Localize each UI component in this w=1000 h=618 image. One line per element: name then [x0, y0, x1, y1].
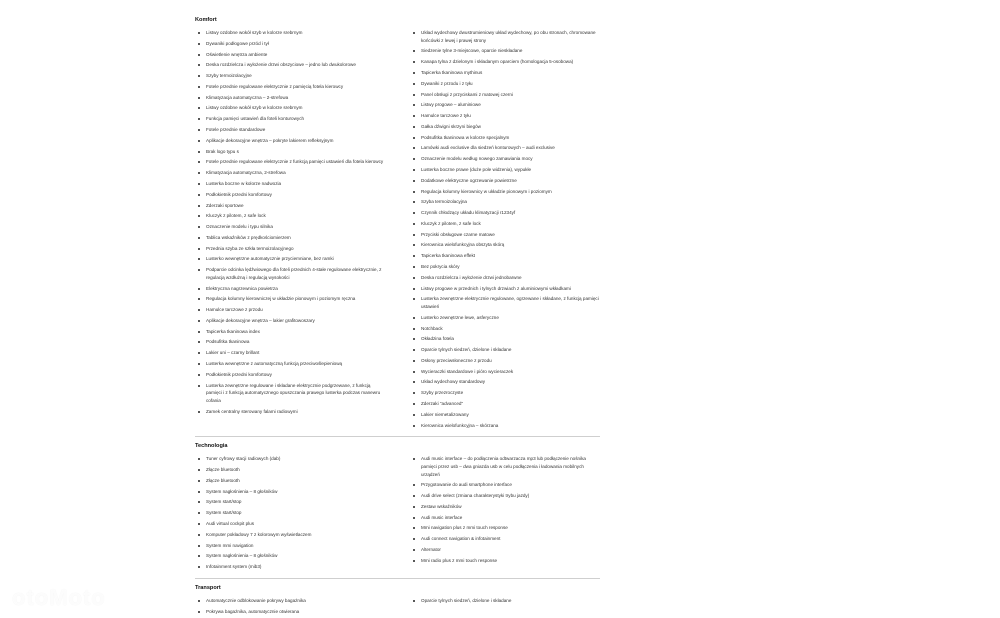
feature-item: Funkcja pamięci ustawień dla foteli konturowych — [195, 115, 385, 123]
feature-item: Elektryczna nagrzewnica powietrza — [195, 285, 385, 293]
feature-item: Zestaw wskaźników — [410, 503, 600, 511]
feature-item: Dodatkowe elektryczne ogrzewanie powietrzne — [410, 177, 600, 185]
feature-item: Lakier niemetalizowany — [410, 411, 600, 419]
feature-item: Lusterko zewnętrzne lewe, asferyczne — [410, 314, 600, 322]
feature-item: Szyba termoizolacyjna — [410, 198, 600, 206]
feature-item: Złącze bluetooth — [195, 477, 385, 485]
feature-item: Audi music interface – do podłączenia odtwarzacza mp3 lub podłączenie nośnika pamięci przez usb – dwa gniazda usb w celu podłączenia i ładowania mobilnych urządzeń — [410, 455, 600, 478]
feature-item: Złącze bluetooth — [195, 466, 385, 474]
feature-item: Audi drive select (zmiana charakterystyki trybu jazdy) — [410, 492, 600, 500]
feature-item: Lusterka boczne w kolorze nadwozia — [195, 180, 385, 188]
feature-item: Tapicerka tkaninowa effekt — [410, 252, 600, 260]
equipment-sheet — [195, 14, 600, 618]
feature-item: Klimatyzacja automatyczna – 2-strefowa — [195, 94, 385, 102]
section-title-transport: Transport — [195, 584, 221, 591]
features-left-list — [195, 597, 385, 618]
feature-item: Szyby przezroczyste — [410, 389, 600, 397]
feature-item: Hamulce tarczowe z tyłu — [410, 112, 600, 120]
feature-item: Wycieraczki standardowe i pióro wycieraczek — [410, 368, 600, 376]
feature-item: Przygotowanie do audi smartphone interface — [410, 481, 600, 489]
feature-item: Osłony przeciwsłoneczne z przodu — [410, 357, 600, 365]
section-columns — [195, 597, 600, 618]
feature-item: Lusterka boczne prawe (duże pole widzenia), wypukłe — [410, 166, 600, 174]
feature-item: Układ wydechowy dwustrumieniowy układ wydechowy, po obu stronach, chromowane końcówki z lewej i prawej strony — [410, 29, 600, 44]
feature-item: Lusterko wewnętrzne automatycznie przyciemniane, bez ramki — [195, 255, 385, 263]
features-right-list — [410, 29, 600, 432]
feature-item: Zderzaki "advanced" — [410, 400, 600, 408]
feature-item: Listwy progowe – aluminiowe — [410, 101, 600, 109]
feature-item: Audi virtual cockpit plus — [195, 520, 385, 528]
feature-item: Listwy ozdobne wokół szyb w kolorze srebrnym — [195, 29, 385, 37]
feature-item: Notchback — [410, 325, 600, 333]
feature-item: Lusterka wewnętrzne z automatyczną funkcją przeciwoślepieniową — [195, 360, 385, 368]
feature-item: Dywaniki podłogowe przód i tył — [195, 40, 385, 48]
section-columns — [195, 29, 600, 432]
feature-item: System start/stop — [195, 498, 385, 506]
feature-item: Okładzina fotela — [410, 335, 600, 343]
feature-item: Kluczyk z pilotem, z safe lock — [195, 212, 385, 220]
features-right-list — [410, 597, 600, 618]
feature-item: Dywaniki z przodu i z tyłu — [410, 80, 600, 88]
feature-item: Komputer pokładowy 7 z kolorowym wyświetlaczem — [195, 531, 385, 539]
section-komfort — [195, 17, 600, 432]
feature-item: Aplikacje dekoracyjne wnętrza – lakier grafitowoszary — [195, 317, 385, 325]
feature-item: Kierownica wielofunkcyjna obszyta skórą — [410, 241, 600, 249]
feature-item: Pokrywa bagażnika, automatycznie otwierana — [195, 608, 385, 616]
feature-item: Czynnik chłodzący układu klimatyzacji r1234yf — [410, 209, 600, 217]
feature-item: Oparcie tylnych siedzeń, dzielone i składane — [410, 346, 600, 354]
feature-item: Hamulce tarczowe z przodu — [195, 306, 385, 314]
feature-item: Regulacja kolumny kierownicy w układzie pionowym i poziomym — [410, 188, 600, 196]
feature-item: Lusterka zewnętrzne elektrycznie regulowane, ogrzewane i składane, z funkcją pamięci ustawień — [410, 295, 600, 310]
feature-item: Lakier uni – czarny brillant — [195, 349, 385, 357]
feature-item: Listwy ozdobne wokół szyb w kolorze srebrnym — [195, 104, 385, 112]
feature-item: System nagłośnienia – 8 głośników — [195, 488, 385, 496]
section-divider — [195, 436, 600, 437]
feature-item: Deska rozdzielcza i wyłożenie drzwi obszyciowe – jedno lub dwukolorowe — [195, 61, 385, 69]
section-title-komfort: Komfort — [195, 17, 217, 23]
feature-item: Oświetlenie wnętrza ambiente — [195, 51, 385, 59]
feature-item: System nagłośnienia – 8 głośników — [195, 552, 385, 560]
features-right-list — [410, 455, 600, 574]
feature-item: Klimatyzacja automatyczna, 2-strefowa — [195, 169, 385, 177]
feature-item: Kierownica wielofunkcyjna – skórzana — [410, 422, 600, 430]
feature-item: Przyciski obsługowe czarne matowe — [410, 231, 600, 239]
feature-item: Infotainment system (mib3) — [195, 563, 385, 571]
feature-item: Mmi navigation plus z mmi touch response — [410, 524, 600, 532]
feature-item: Audi music interface — [410, 514, 600, 522]
feature-item: Aplikacje dekoracyjne wnętrza – pokryte lakierem refleksyjnym — [195, 137, 385, 145]
feature-item: Podparcie odcinka lędźwiowego dla foteli przednich 4-stałe regulowane elektrycznie, z regulacją wzdłużną i regulacją wysokości — [195, 266, 385, 281]
feature-item: Zamek centralny sterowany falami radiowymi — [195, 408, 385, 416]
feature-item: Gałka dźwigni skrzyni biegów — [410, 123, 600, 131]
feature-item: Oznaczenie modelu i typu silnika — [195, 223, 385, 231]
feature-item: Podłokietnik przedni komfortowy — [195, 191, 385, 199]
section-columns — [195, 455, 600, 574]
feature-item: Fotele przednie standardowe — [195, 126, 385, 134]
feature-item: Panel obsługi z przyciskami z matowej czerni — [410, 91, 600, 99]
feature-item: Alternator — [410, 546, 600, 554]
feature-item: Fotele przednie regulowane elektrycznie z pamięcią fotela kierowcy — [195, 83, 385, 91]
feature-item: System mmi navigation — [195, 542, 385, 550]
feature-item: Tapicerka tkaninowa index — [195, 328, 385, 336]
section-divider — [195, 578, 600, 579]
feature-item: Zderzaki sportowe — [195, 202, 385, 210]
feature-item: Kanapa tylna z dzielonym i składanym oparciem (homologacja 5-osobowa) — [410, 58, 600, 66]
feature-item: Regulacja kolumny kierowniczej w układzie pionowym i poziomym ręczna — [195, 295, 385, 303]
section-transport — [195, 585, 600, 618]
feature-item: Oznaczenie modelu według nowego zamawiania mocy — [410, 155, 600, 163]
feature-item: Lusterka zewnętrzne regulowane i składane elektrycznie podgrzewane, z funkcją pamięci i z funkcją automatycznego opuszczania prawego lusterka podczas manewru cofania — [195, 382, 385, 405]
feature-item: Oparcie tylnych siedzeń, dzielone i składane — [410, 597, 600, 605]
feature-item: Kluczyk z pilotem, z safe lock — [410, 220, 600, 228]
feature-item: Brak logo typu s — [195, 148, 385, 156]
feature-item: Audi connect navigation & infotainment — [410, 535, 600, 543]
feature-item: Tablica wskaźników z prędkościomierzem — [195, 234, 385, 242]
feature-item: Podsufitka tkaninowa w kolorze specjalnym — [410, 134, 600, 142]
feature-item: Szyby termoizolacyjne — [195, 72, 385, 80]
feature-item: Siedzenie tylne 3-miejscowe, oparcie nieskładane — [410, 47, 600, 55]
feature-item: Przednia szyba ze szkła termoizolacyjnego — [195, 245, 385, 253]
feature-item: Lamówki audi exclusive dla siedzeń konturowych – audi exclusive — [410, 144, 600, 152]
feature-item: Listwy progowe w przednich i tylnych drzwiach z aluminiowymi wkładkami — [410, 285, 600, 293]
watermark-logo: otoMoto — [12, 585, 106, 610]
feature-item: Tuner cyfrowy stacji radiowych (dab) — [195, 455, 385, 463]
features-left-list — [195, 29, 385, 432]
feature-item: Mmi radio plus z mmi touch response — [410, 557, 600, 565]
feature-item: Podłokietnik przedni komfortowy — [195, 371, 385, 379]
feature-item: Podsufitka tkaninowa — [195, 338, 385, 346]
feature-item: Fotele przednie regulowane elektrycznie z funkcją pamięci ustawień dla fotela kierowcy — [195, 158, 385, 166]
feature-item: Deska rozdzielcza i wyłożenie drzwi jednobarwne — [410, 274, 600, 282]
feature-item: System start/stop — [195, 509, 385, 517]
features-left-list — [195, 455, 385, 574]
feature-item: Bez pokrycia skóry — [410, 263, 600, 271]
feature-item: Układ wydechowy standardowy — [410, 378, 600, 386]
feature-item: Automatycznie odblokowanie pokrywy bagażnika — [195, 597, 385, 605]
feature-item: Tapicerka tkaninowa mythinus — [410, 69, 600, 77]
section-technologia — [195, 443, 600, 574]
section-title-technologia: Technologia — [195, 443, 228, 450]
